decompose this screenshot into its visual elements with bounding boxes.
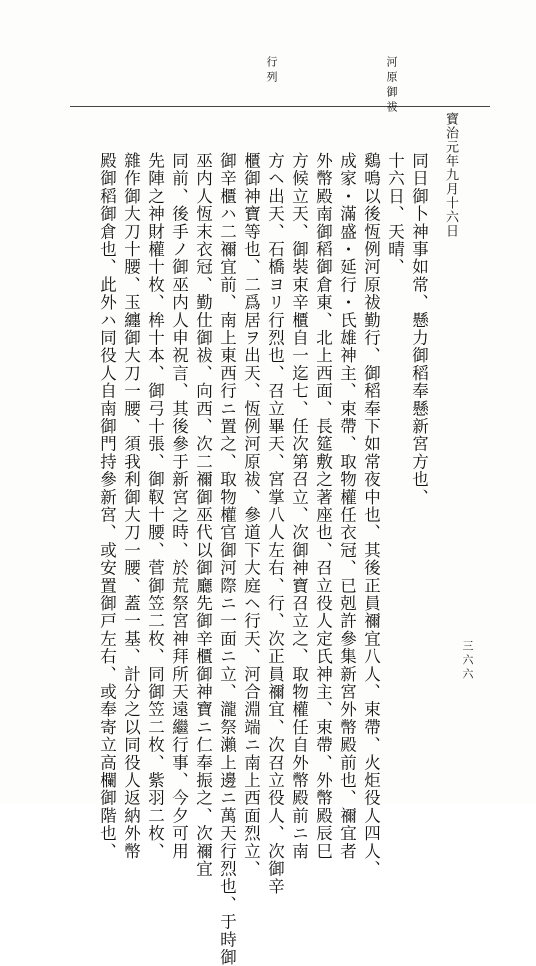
text-line: 十六日、天晴、 — [385, 152, 405, 276]
text-line: 先陣之神財權十枚、桙十本、御弓十張、御靫十腰、菅御笠二枚、同御笠二枚、紫羽二枚、 — [145, 152, 165, 860]
text-line: 同日御卜神事如常、懸力御稻奉懸新宮方也、 — [409, 152, 429, 506]
margin-heading-gyoretsu: 行列 — [265, 56, 278, 86]
text-line: 巫内人恆末衣冠、勤仕御祓、向西、次二禰御巫代以御廳先御辛櫃御神寶ニ仁奉振之、次禰宜 — [193, 152, 213, 878]
header-rule — [70, 106, 490, 107]
running-header: 寶治元年九月十六日 — [443, 112, 458, 238]
text-line: 方候立天、御裝束辛櫃自一迄七、任次第召立、次御神寶召立之、取物權任自外幣殿前ニ南 — [289, 152, 309, 860]
text-line: 殿御稻御倉也、此外ハ同役人自南御門持參新宮、或安置御戸左右、或奉寄立高欄御階也、 — [97, 152, 117, 860]
text-line: 鷄鳴以後恆例河原祓勤行、御稻奉下如常夜中也、其後正員禰宜八人、束帶、火炬役人四人、 — [361, 152, 381, 878]
text-line: 御辛櫃ハ二禰宜前、南上東西行ニ置之、取物權官御河際ニ一面ニ立、瀧祭瀨上邊ニ萬天行烈也、于時御 — [217, 152, 237, 966]
page-number: 三六六 — [461, 640, 474, 682]
text-line: 外幣殿南御稻御倉東、北上西面、長筵敷之著座也、召立役人定氏神主、束帶、外幣殿辰巳 — [313, 152, 333, 860]
text-line: 櫃御神寶等也、二爲居ヲ出天、恆例河原祓、參道下大庭ヘ行天、河合淵端ニ南上西面烈立、 — [241, 152, 261, 878]
text-line: 同前、後手ノ御巫内人申祝言、其後參于新宮之時、於荒祭宮神拜所天遠繼行事、今夕可用 — [169, 152, 189, 860]
text-line: 方ヘ出天、石橋ヨリ行烈也、召立畢天、宮掌八人左右、行、次正員禰宜、次召立役人、次御辛 — [265, 152, 285, 896]
text-line: 成家・滿盛・延行・氏雄神主、束帶、取物權任衣冠、已剋許參集新宮外幣殿前也、禰宜者 — [337, 152, 357, 860]
text-line: 雜作御大刀十腰、玉纏御大刀一腰、須我利御大刀一腰、蓋一基、計分之以同役人返納外幣 — [121, 152, 141, 860]
margin-heading-kawara-harae: 河原御祓 — [385, 56, 398, 116]
